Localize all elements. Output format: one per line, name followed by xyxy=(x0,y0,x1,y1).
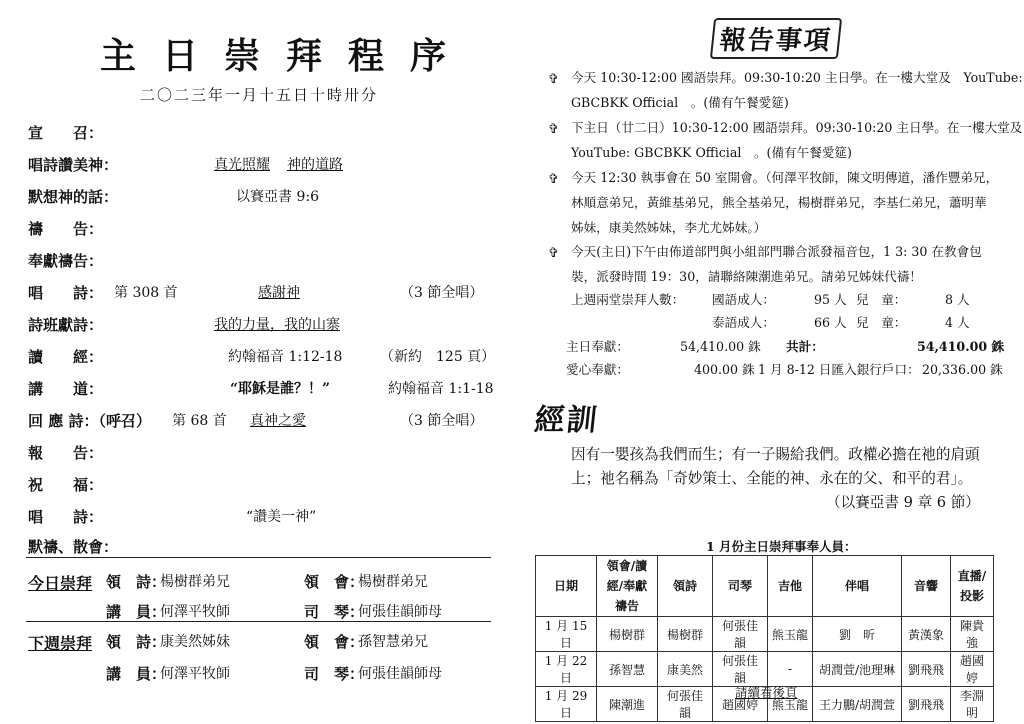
attendance-label: 上週兩堂崇拜人數： xyxy=(571,292,685,307)
announcement-line: 裝，派發時間 19：30，請聯絡陳潮進弟兄。請弟兄姊妹代禱！ xyxy=(571,269,922,284)
divider xyxy=(26,621,491,622)
call-label: 宣 召： xyxy=(28,124,104,142)
table-cell: - xyxy=(768,652,813,687)
verse-title: 經訓 xyxy=(532,403,601,438)
table-cell: 何張佳韻 xyxy=(658,687,713,722)
bank-deposit-label: 1 月 8-12 日匯入銀行戶口： xyxy=(758,362,920,377)
hymn2-title: “讚美一神” xyxy=(246,509,317,525)
praise-label: 唱詩讚美神： xyxy=(28,156,119,174)
offering-prayer-label: 奉獻禱告： xyxy=(28,252,104,270)
hymn1-note: （3 節全唱） xyxy=(400,285,484,301)
today-label: 今日崇拜 xyxy=(28,574,93,593)
today-lead-song-name: 楊樹群弟兄 xyxy=(160,574,230,590)
sermon-ref: 約翰福音 1:1-18 xyxy=(388,381,494,397)
announcement-line: 下主日（廿二日）10:30-12:00 國語崇拜。09:30-10:20 主日學。在一樓大堂及 xyxy=(571,120,1023,135)
table-header: 直播/投影 xyxy=(951,556,994,617)
divider xyxy=(26,557,491,558)
continue-link[interactable]: 請續看後頁 xyxy=(735,685,798,700)
table-cell: 熊玉龍 xyxy=(768,617,813,652)
table-cell: 1 月 15 日 xyxy=(536,617,597,652)
table-cell: 何張佳韻 xyxy=(713,652,768,687)
table-header: 伴唱 xyxy=(813,556,902,617)
reading-page: （新約 125 頁） xyxy=(380,349,496,365)
hymn1-label: 唱 詩： xyxy=(28,284,104,302)
cross-icon: ✞ xyxy=(548,72,559,87)
table-cell: 劉 昕 xyxy=(813,617,902,652)
thai-adult-value: 66 人 xyxy=(814,315,847,330)
sunday-offering-value: 54,410.00 銖 xyxy=(680,339,761,354)
sunday-offering-label: 主日奉獻： xyxy=(566,339,629,354)
table-cell: 楊樹群 xyxy=(597,617,658,652)
response-number: 第 68 首 xyxy=(172,413,227,429)
prayer-label: 禱 告： xyxy=(28,220,104,238)
next-lead-meeting-label: 領 會： xyxy=(304,633,365,651)
next-preacher-name: 何澤平牧師 xyxy=(160,666,230,682)
table-cell: 劉飛飛 xyxy=(902,687,951,722)
table-cell: 王力鵬/胡潤萱 xyxy=(813,687,902,722)
reading-label: 讀 經： xyxy=(28,348,104,366)
meditation-label: 默想神的話： xyxy=(28,188,119,206)
blessing-label: 祝 福： xyxy=(28,476,104,494)
hymn2-label: 唱 詩： xyxy=(28,508,104,526)
service-datetime: 二〇二三年一月十五日十時卅分 xyxy=(140,86,379,104)
table-header: 領詩 xyxy=(658,556,713,617)
today-preacher-name: 何澤平牧師 xyxy=(160,604,230,620)
mandarin-child-label: 兒 童： xyxy=(856,292,907,307)
mandarin-adult-label: 國語成人： xyxy=(712,292,775,307)
announcement-line: 姊妹，康美然姊妹，李尤尤姊妹。） xyxy=(571,220,767,235)
next-lead-song-label: 領 詩： xyxy=(106,633,167,651)
choir-label: 詩班獻詩： xyxy=(28,316,104,334)
today-piano-name: 何張佳韻師母 xyxy=(358,604,442,620)
duty-roster-title: 1 月份主日崇拜事奉人員： xyxy=(706,539,857,554)
total-label: 共計： xyxy=(786,339,824,354)
table-row xyxy=(536,617,994,652)
announcement-line: 今天 10:30-12:00 國語崇拜。09:30-10:20 主日學。在一樓大堂及 YouTube: xyxy=(571,70,1023,85)
table-cell: 1 月 29 日 xyxy=(536,687,597,722)
table-cell: 陳潮進 xyxy=(597,687,658,722)
dismissal-label: 默禱、散會： xyxy=(28,538,119,556)
love-offering-label: 愛心奉獻： xyxy=(566,362,629,377)
announcement-line: YouTube: GBCBKK Official 。(備有午餐愛筵) xyxy=(571,145,852,160)
table-cell: 李淵明 xyxy=(951,687,994,722)
table-header: 司琴 xyxy=(713,556,768,617)
announcement-line: 今天(主日)下午由佈道部門與小組部門聯合派發福音包，1 3: 30 在教會包 xyxy=(571,244,982,259)
report-label: 報 告： xyxy=(28,444,104,462)
praise-song-1: 真光照耀 xyxy=(214,157,270,173)
meditation-ref: 以賽亞書 9:6 xyxy=(236,189,319,205)
table-cell: 孫智慧 xyxy=(597,652,658,687)
table-cell: 楊樹群 xyxy=(658,617,713,652)
response-title: 真神之愛 xyxy=(250,413,306,429)
cross-icon: ✞ xyxy=(548,246,559,261)
choir-song: 我的力量，我的山寨 xyxy=(214,317,340,333)
cross-icon: ✞ xyxy=(548,122,559,137)
table-header-row xyxy=(536,556,994,617)
reading-ref: 約翰福音 1:12-18 xyxy=(228,349,343,365)
thai-child-label: 兒 童： xyxy=(856,315,907,330)
bank-deposit-value: 20,336.00 銖 xyxy=(922,362,1003,377)
sermon-label: 講 道： xyxy=(28,380,104,398)
announcement-line: 今天 12:30 執事會在 50 室開會。（何澤平牧師，陳文明傳道，潘作豐弟兄， xyxy=(571,170,999,185)
table-cell: 黃漢象 xyxy=(902,617,951,652)
table-row xyxy=(536,652,994,687)
love-offering-value: 400.00 銖 xyxy=(694,362,755,377)
response-note: （3 節全唱） xyxy=(400,413,484,429)
table-cell: 劉飛飛 xyxy=(902,652,951,687)
next-lead-meeting-name: 孫智慧弟兄 xyxy=(358,634,428,650)
table-header: 日期 xyxy=(536,556,597,617)
announcement-line: 林順意弟兄，黃維基弟兄，熊全基弟兄，楊樹群弟兄，李基仁弟兄，蕭明華 xyxy=(571,195,987,210)
today-lead-song-label: 領 詩： xyxy=(106,573,167,591)
praise-song-2: 神的道路 xyxy=(287,157,343,173)
mandarin-child-value: 8 人 xyxy=(945,292,970,307)
thai-adult-label: 泰語成人： xyxy=(712,315,775,330)
thai-child-value: 4 人 xyxy=(945,315,970,330)
announcements-title: 報告事項 xyxy=(710,18,842,59)
next-preacher-label: 講 員： xyxy=(106,665,167,683)
table-cell: 1 月 22 日 xyxy=(536,652,597,687)
hymn1-number: 第 308 首 xyxy=(114,285,178,301)
table-header: 音響 xyxy=(902,556,951,617)
table-cell: 趙國婷 xyxy=(713,687,768,722)
next-piano-name: 何張佳韻師母 xyxy=(358,666,442,682)
table-cell: 康美然 xyxy=(658,652,713,687)
today-preacher-label: 講 員： xyxy=(106,603,167,621)
table-cell: 何張佳韻 xyxy=(713,617,768,652)
hymn1-title: 感謝神 xyxy=(258,285,300,301)
cross-icon: ✞ xyxy=(548,172,559,187)
page-title: 主日崇拜程序 xyxy=(100,35,473,77)
today-lead-meeting-name: 楊樹群弟兄 xyxy=(358,574,428,590)
today-lead-meeting-label: 領 會： xyxy=(304,573,365,591)
mandarin-adult-value: 95 人 xyxy=(814,292,847,307)
table-cell: 陳貴強 xyxy=(951,617,994,652)
table-header: 領會/讀經/奉獻禱告 xyxy=(597,556,658,617)
next-lead-song-name: 康美然姊妹 xyxy=(160,634,230,650)
verse-line: 因有一嬰孩為我們而生；有一子賜給我們。政權必擔在祂的肩頭 xyxy=(571,446,980,463)
table-cell: 胡潤萱/池理琳 xyxy=(813,652,902,687)
verse-reference: （以賽亞書 9 章 6 節） xyxy=(826,494,980,511)
announcement-line: GBCBKK Official 。(備有午餐愛筵) xyxy=(571,95,789,110)
next-week-label: 下週崇拜 xyxy=(28,634,93,653)
table-cell: 熊玉龍 xyxy=(768,687,813,722)
next-piano-label: 司 琴： xyxy=(304,665,365,683)
verse-line: 上；祂名稱為「奇妙策士、全能的神、永在的父、和平的君」。 xyxy=(571,470,973,487)
table-cell: 趙國婷 xyxy=(951,652,994,687)
table-header: 吉他 xyxy=(768,556,813,617)
response-label: 回 應 詩：（呼召） xyxy=(28,412,151,430)
today-piano-label: 司 琴： xyxy=(304,603,365,621)
sermon-title: “耶穌是誰？！” xyxy=(230,381,331,397)
total-value: 54,410.00 銖 xyxy=(917,339,1005,354)
